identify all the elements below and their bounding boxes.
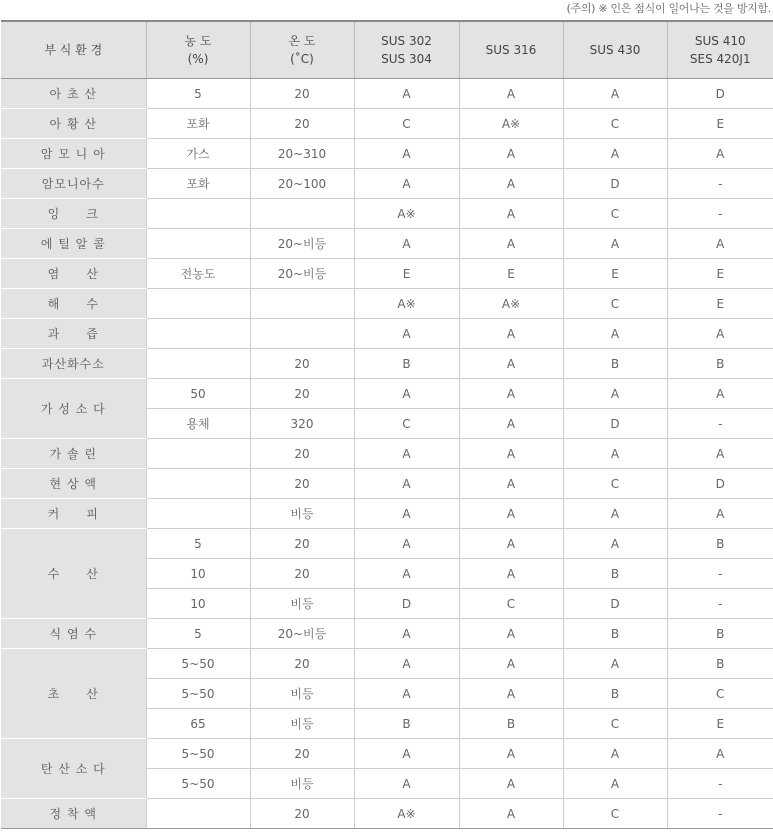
concentration-cell (146, 199, 250, 229)
environment-cell: 해 수 (1, 289, 146, 319)
rating-cell: E (459, 259, 563, 289)
rating-cell: A (459, 139, 563, 169)
header-row (1, 21, 773, 79)
temperature-cell: 비등 (250, 679, 354, 709)
environment-cell: 초 산 (1, 649, 146, 739)
rating-cell: A (563, 229, 667, 259)
rating-cell: A※ (354, 289, 459, 319)
rating-cell: B (354, 349, 459, 379)
column-header (354, 21, 459, 79)
rating-cell: A (563, 379, 667, 409)
column-header (250, 21, 354, 79)
concentration-cell: 5 (146, 529, 250, 559)
table-row (1, 349, 773, 379)
rating-cell: B (667, 349, 773, 379)
table-row (1, 229, 773, 259)
table-row (1, 79, 773, 109)
rating-cell: A (459, 619, 563, 649)
concentration-cell: 5~50 (146, 769, 250, 799)
rating-cell: D (563, 409, 667, 439)
concentration-cell (146, 469, 250, 499)
rating-cell: A (459, 349, 563, 379)
temperature-cell: 20 (250, 109, 354, 139)
header-line-1: 부 식 환 경 (44, 43, 103, 57)
concentration-cell: 5 (146, 79, 250, 109)
rating-cell: A (563, 499, 667, 529)
rating-cell: E (667, 259, 773, 289)
table-row (1, 439, 773, 469)
rating-cell: A (667, 229, 773, 259)
corrosion-resistance-table (1, 20, 773, 829)
temperature-cell: 20 (250, 799, 354, 829)
temperature-cell: 20 (250, 559, 354, 589)
rating-cell: B (563, 619, 667, 649)
concentration-cell: 50 (146, 379, 250, 409)
rating-cell: - (667, 769, 773, 799)
rating-cell: A (459, 649, 563, 679)
rating-cell: - (667, 409, 773, 439)
environment-cell: 정 착 액 (1, 799, 146, 829)
temperature-cell: 20~비등 (250, 619, 354, 649)
concentration-cell (146, 319, 250, 349)
rating-cell: E (563, 259, 667, 289)
temperature-cell: 20~비등 (250, 259, 354, 289)
rating-cell: C (459, 589, 563, 619)
rating-cell: A (459, 439, 563, 469)
concentration-cell (146, 499, 250, 529)
table-row (1, 199, 773, 229)
rating-cell: C (563, 799, 667, 829)
rating-cell: E (667, 289, 773, 319)
environment-cell: 탄 산 소 다 (1, 739, 146, 799)
rating-cell: A (459, 529, 563, 559)
table-row (1, 529, 773, 559)
rating-cell: A (459, 199, 563, 229)
rating-cell: A (459, 409, 563, 439)
column-header (667, 21, 773, 79)
rating-cell: A (459, 319, 563, 349)
rating-cell: A (354, 499, 459, 529)
header-line-1: SUS 410 (694, 34, 746, 48)
rating-cell: - (667, 589, 773, 619)
rating-cell: C (563, 109, 667, 139)
environment-cell: 가 솔 린 (1, 439, 146, 469)
concentration-cell: 가스 (146, 139, 250, 169)
temperature-cell: 20~비등 (250, 229, 354, 259)
concentration-cell: 포화 (146, 109, 250, 139)
rating-cell: A (354, 169, 459, 199)
concentration-cell: 65 (146, 709, 250, 739)
rating-cell: A (354, 529, 459, 559)
environment-cell: 아 황 산 (1, 109, 146, 139)
rating-cell: - (667, 799, 773, 829)
environment-cell: 암 모 니 아 (1, 139, 146, 169)
rating-cell: A (354, 679, 459, 709)
rating-cell: C (563, 469, 667, 499)
environment-cell: 아 초 산 (1, 79, 146, 109)
temperature-cell: 20 (250, 379, 354, 409)
table-row (1, 139, 773, 169)
rating-cell: A (459, 469, 563, 499)
table-row (1, 649, 773, 679)
rating-cell: D (667, 79, 773, 109)
rating-cell: A (354, 229, 459, 259)
table-row (1, 109, 773, 139)
temperature-cell: 20 (250, 349, 354, 379)
environment-cell: 가 성 소 다 (1, 379, 146, 439)
temperature-cell: 20 (250, 439, 354, 469)
environment-cell: 암모니아수 (1, 169, 146, 199)
concentration-cell: 5 (146, 619, 250, 649)
environment-cell: 커 피 (1, 499, 146, 529)
rating-cell: A (459, 679, 563, 709)
table-row (1, 739, 773, 769)
rating-cell: A (354, 739, 459, 769)
temperature-cell (250, 199, 354, 229)
table-row (1, 799, 773, 829)
rating-cell: C (667, 679, 773, 709)
header-line-2: SUS 304 (381, 52, 432, 66)
environment-cell: 수 산 (1, 529, 146, 619)
environment-cell: 과 즙 (1, 319, 146, 349)
rating-cell: D (667, 469, 773, 499)
table-row (1, 379, 773, 409)
rating-cell: C (563, 289, 667, 319)
rating-cell: - (667, 169, 773, 199)
table-row (1, 469, 773, 499)
rating-cell: A (459, 739, 563, 769)
rating-cell: E (667, 109, 773, 139)
concentration-cell (146, 799, 250, 829)
rating-cell: A (563, 139, 667, 169)
rating-cell: A (563, 529, 667, 559)
rating-cell: B (354, 709, 459, 739)
rating-cell: A (667, 499, 773, 529)
temperature-cell (250, 319, 354, 349)
header-line-1: 농 도 (184, 34, 212, 48)
rating-cell: A (667, 379, 773, 409)
table-row (1, 619, 773, 649)
temperature-cell: 비등 (250, 589, 354, 619)
rating-cell: A (354, 649, 459, 679)
rating-cell: C (354, 409, 459, 439)
concentration-cell: 5~50 (146, 649, 250, 679)
rating-cell: A (459, 499, 563, 529)
rating-cell: A (354, 439, 459, 469)
table-row (1, 169, 773, 199)
header-line-1: SUS 430 (589, 43, 641, 57)
temperature-cell: 20 (250, 649, 354, 679)
environment-cell: 현 상 액 (1, 469, 146, 499)
rating-cell: A (667, 439, 773, 469)
concentration-cell (146, 349, 250, 379)
table-body (1, 79, 773, 829)
temperature-cell: 비등 (250, 769, 354, 799)
rating-cell: A (354, 379, 459, 409)
rating-cell: A (354, 319, 459, 349)
rating-cell: A (354, 469, 459, 499)
temperature-cell: 20 (250, 79, 354, 109)
concentration-cell: 10 (146, 589, 250, 619)
rating-cell: A※ (354, 799, 459, 829)
header-line-2: (%) (187, 52, 209, 66)
concentration-cell: 5~50 (146, 679, 250, 709)
rating-cell: A (667, 139, 773, 169)
rating-cell: A (563, 769, 667, 799)
rating-cell: E (667, 709, 773, 739)
environment-cell: 에 틸 알 콜 (1, 229, 146, 259)
rating-cell: A (354, 619, 459, 649)
rating-cell: B (563, 679, 667, 709)
temperature-cell: 20 (250, 469, 354, 499)
rating-cell: C (563, 199, 667, 229)
temperature-cell: 320 (250, 409, 354, 439)
temperature-cell: 20~310 (250, 139, 354, 169)
table-row (1, 499, 773, 529)
table-row (1, 259, 773, 289)
environment-cell: 잉 크 (1, 199, 146, 229)
rating-cell: A (354, 79, 459, 109)
temperature-cell: 20 (250, 529, 354, 559)
rating-cell: A (459, 79, 563, 109)
rating-cell: A (563, 319, 667, 349)
rating-cell: A (354, 769, 459, 799)
table-row (1, 289, 773, 319)
rating-cell: C (563, 709, 667, 739)
temperature-cell (250, 289, 354, 319)
header-line-1: 온 도 (288, 34, 316, 48)
rating-cell: D (354, 589, 459, 619)
rating-cell: D (563, 589, 667, 619)
rating-cell: B (667, 529, 773, 559)
rating-cell: E (354, 259, 459, 289)
concentration-cell (146, 289, 250, 319)
table-note: (주의) ※ 인은 점식이 일어나는 것을 방지함. (566, 2, 771, 15)
rating-cell: A (563, 739, 667, 769)
environment-cell: 과산화수소 (1, 349, 146, 379)
rating-cell: A※ (459, 289, 563, 319)
header-line-2: (˚C) (290, 52, 314, 66)
rating-cell: A (459, 769, 563, 799)
column-header (563, 21, 667, 79)
rating-cell: A (459, 169, 563, 199)
rating-cell: B (667, 619, 773, 649)
rating-cell: A (459, 229, 563, 259)
rating-cell: A (563, 649, 667, 679)
temperature-cell: 비등 (250, 499, 354, 529)
rating-cell: B (563, 349, 667, 379)
rating-cell: A※ (459, 109, 563, 139)
temperature-cell: 20~100 (250, 169, 354, 199)
rating-cell: A※ (354, 199, 459, 229)
rating-cell: A (563, 79, 667, 109)
header-line-2: SES 420J1 (689, 52, 751, 66)
header-line-1: SUS 316 (485, 43, 537, 57)
rating-cell: A (563, 439, 667, 469)
concentration-cell: 5~50 (146, 739, 250, 769)
rating-cell: - (667, 199, 773, 229)
environment-cell: 염 산 (1, 259, 146, 289)
rating-cell: A (667, 319, 773, 349)
rating-cell: C (354, 109, 459, 139)
rating-cell: B (563, 559, 667, 589)
column-header (459, 21, 563, 79)
rating-cell: A (459, 379, 563, 409)
rating-cell: A (354, 559, 459, 589)
rating-cell: A (459, 799, 563, 829)
rating-cell: A (667, 739, 773, 769)
temperature-cell: 20 (250, 739, 354, 769)
concentration-cell: 포화 (146, 169, 250, 199)
rating-cell: A (459, 559, 563, 589)
concentration-cell: 전농도 (146, 259, 250, 289)
header-line-1: SUS 302 (381, 34, 432, 48)
rating-cell: B (667, 649, 773, 679)
concentration-cell (146, 229, 250, 259)
rating-cell: D (563, 169, 667, 199)
column-header (146, 21, 250, 79)
concentration-cell: 10 (146, 559, 250, 589)
rating-cell: - (667, 559, 773, 589)
temperature-cell: 비등 (250, 709, 354, 739)
rating-cell: B (459, 709, 563, 739)
concentration-cell (146, 439, 250, 469)
table-row (1, 319, 773, 349)
rating-cell: A (354, 139, 459, 169)
column-header (1, 21, 146, 79)
concentration-cell: 용체 (146, 409, 250, 439)
environment-cell: 식 염 수 (1, 619, 146, 649)
